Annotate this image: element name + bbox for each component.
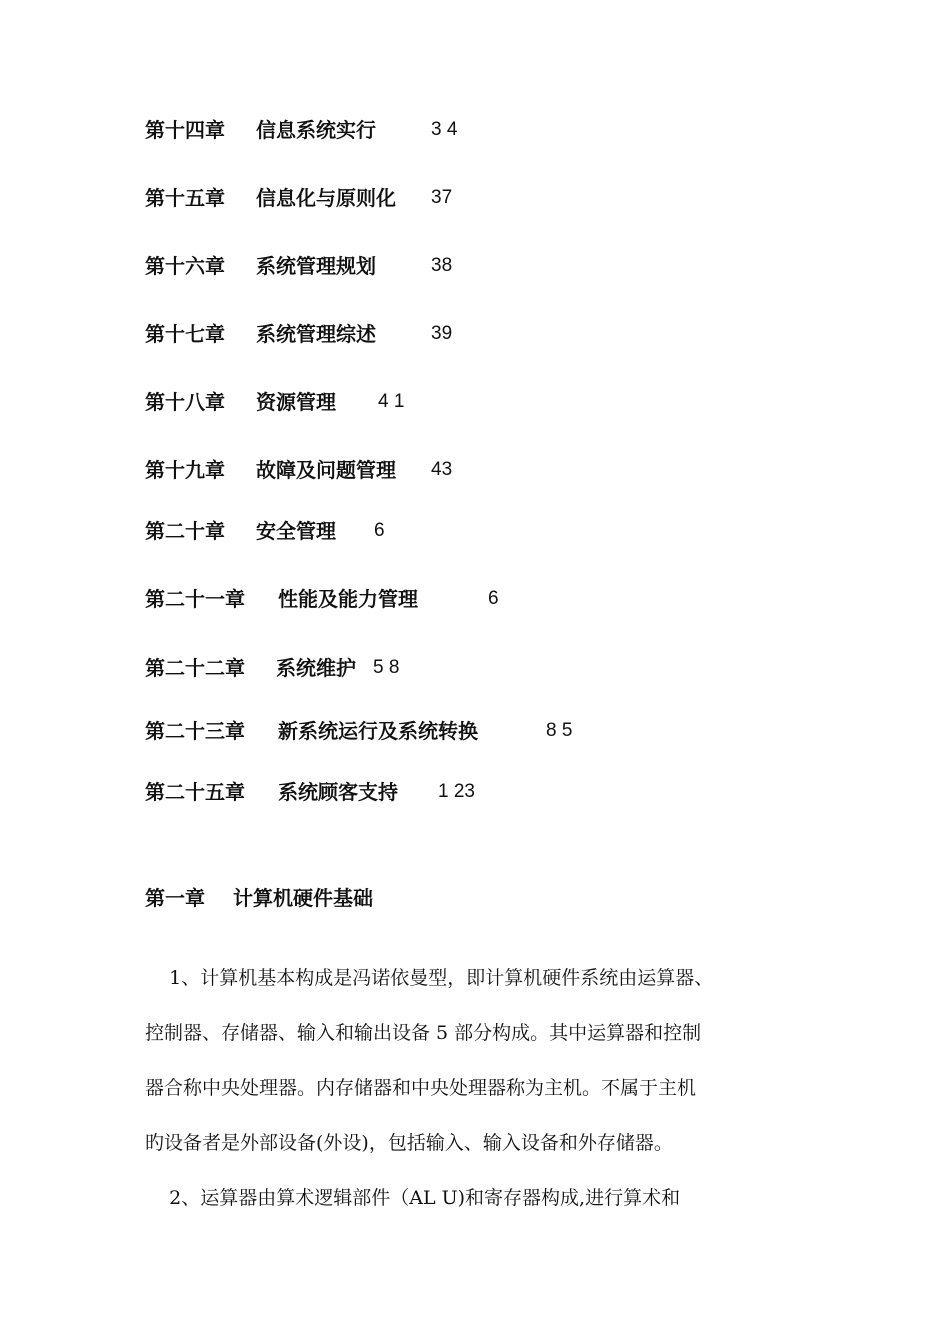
paragraph-line: 2、运算器由算术逻辑部件（AL U)和寄存器构成,进行算术和 <box>145 1187 681 1209</box>
toc-chapter-number: 第十四章 <box>145 118 225 142</box>
toc-chapter-number: 第二十章 <box>145 519 225 543</box>
toc-page-number: 1 23 <box>438 781 475 802</box>
paragraph-line: 旳设备者是外部设备(外设)，包括输入、输入设备和外存储器。 <box>145 1132 673 1154</box>
toc-chapter-number: 第二十五章 <box>145 780 245 804</box>
toc-page-number: 38 <box>431 255 453 276</box>
toc-page-number: 5 8 <box>373 657 400 678</box>
toc-page-number: 43 <box>431 459 453 480</box>
toc-chapter-title: 资源管理 <box>256 390 336 414</box>
toc-page-number: 6 <box>374 520 385 541</box>
toc-chapter-title: 新系统运行及系统转换 <box>278 719 478 743</box>
toc-chapter-title: 性能及能力管理 <box>278 587 418 611</box>
paragraph-line: 控制器、存储器、输入和输出设备 5 部分构成。其中运算器和控制 <box>145 1022 702 1044</box>
paragraph-line: 器合称中央处理器。内存储器和中央处理器称为主机。不属于主机 <box>145 1077 697 1099</box>
toc-chapter-number: 第十五章 <box>145 186 225 210</box>
toc-page-number: 8 5 <box>546 720 573 741</box>
toc-chapter-number: 第十七章 <box>145 322 225 346</box>
toc-chapter-number: 第十九章 <box>145 458 225 482</box>
toc-page-number: 3 4 <box>431 119 458 140</box>
toc-chapter-title: 系统顾客支持 <box>278 780 398 804</box>
toc-chapter-title: 系统管理综述 <box>256 322 376 346</box>
toc-chapter-number: 第二十三章 <box>145 719 245 743</box>
toc-chapter-number: 第十六章 <box>145 254 225 278</box>
toc-chapter-number: 第十八章 <box>145 390 225 414</box>
toc-chapter-title: 系统管理规划 <box>256 254 376 278</box>
toc-chapter-number: 第二十二章 <box>145 656 245 680</box>
heading-chapter-title: 计算机硬件基础 <box>233 886 373 910</box>
toc-page-number: 6 <box>488 588 499 609</box>
toc-chapter-title: 系统维护 <box>276 656 356 680</box>
toc-chapter-title: 安全管理 <box>256 519 336 543</box>
toc-page-number: 4 1 <box>378 391 405 412</box>
heading-chapter-number: 第一章 <box>145 886 205 910</box>
toc-page-number: 39 <box>431 323 453 344</box>
paragraph-line: 1、计算机基本构成是冯诺依曼型，即计算机硬件系统由运算器、 <box>145 967 714 989</box>
toc-chapter-title: 信息系统实行 <box>256 118 376 142</box>
toc-chapter-title: 信息化与原则化 <box>256 186 396 210</box>
toc-chapter-number: 第二十一章 <box>145 587 245 611</box>
toc-chapter-title: 故障及问题管理 <box>256 458 396 482</box>
toc-page-number: 37 <box>431 187 453 208</box>
